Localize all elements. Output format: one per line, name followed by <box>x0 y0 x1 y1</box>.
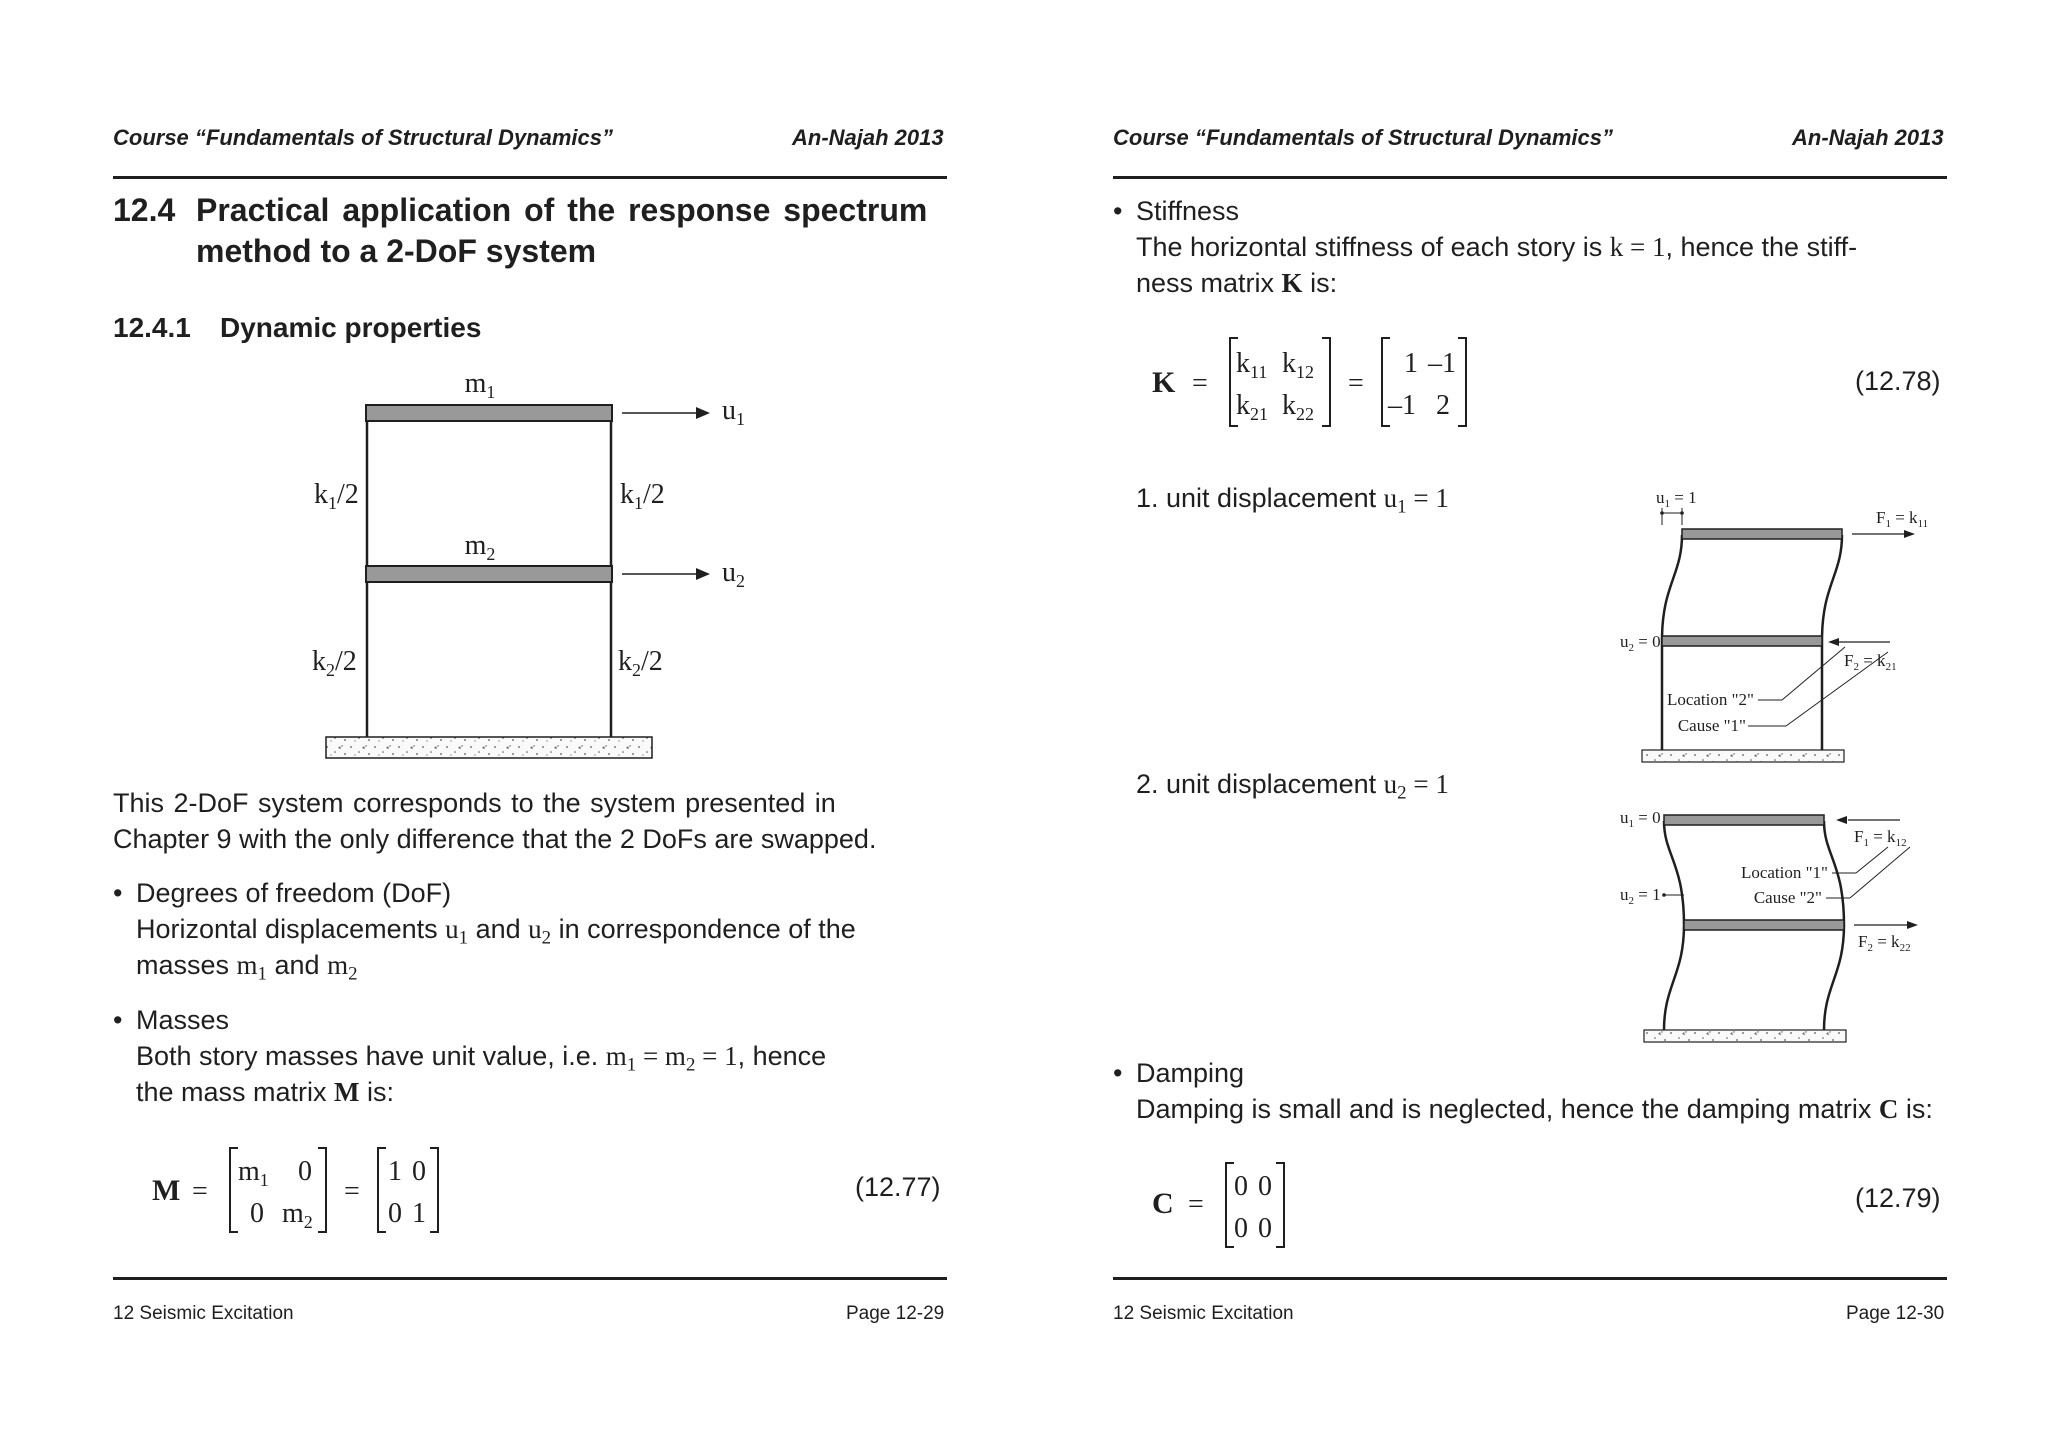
fig-label-u1: $u_1$ <box>722 395 745 429</box>
eq78-equals2: = <box>1348 368 1364 399</box>
eq77-a22: $m_2$ <box>282 1198 313 1232</box>
dof-line2: masses $m_1$ and $m_2$ <box>136 950 358 985</box>
fig2-location-label: Location "1" <box>1740 863 1828 882</box>
eq77-b22: 1 <box>412 1198 426 1229</box>
eq78-a11: $k_{11}$ <box>1236 348 1268 382</box>
unit-displacement-2: 2. unit displacement $u_2 = 1$ <box>1136 769 1449 804</box>
eq78-b21: –1 <box>1388 390 1416 421</box>
unit-displacement-1: 1. unit displacement $u_1 = 1$ <box>1136 483 1449 518</box>
bullet-dot: • <box>113 878 123 908</box>
damping-line1: Damping is small and is neglected, hence the damping matrix C is: <box>1136 1094 1933 1124</box>
eq77-a11: $m_1$ <box>238 1156 269 1190</box>
equation-12-77 <box>148 1140 468 1240</box>
eq78-lhs: K <box>1152 366 1176 399</box>
stiffness-title: Stiffness <box>1136 196 1240 226</box>
equation-number-12-79: (12.79) <box>1855 1183 1941 1213</box>
eq78-a21: $k_{21}$ <box>1236 390 1268 424</box>
fig-label-k1-left: $k_1/2$ <box>314 479 359 513</box>
eq78-b11: 1 <box>1404 348 1418 379</box>
fig-label-u2: $u_2$ <box>722 557 745 591</box>
section-title-line2: method to a 2-DoF system <box>196 233 597 269</box>
header-year: An-Najah 2013 <box>1792 125 1944 150</box>
fig2-cause-label: Cause "2" <box>1753 888 1822 907</box>
eq78-b12: –1 <box>1428 348 1456 379</box>
section-title-line1: Practical application of the response spectrum <box>196 192 928 228</box>
fig1-F1-label: $F_1 = k_{11}$ <box>1876 508 1929 530</box>
subsection-title: Dynamic properties <box>220 312 482 343</box>
fig-label-k2-right: $k_2/2$ <box>618 646 663 680</box>
bullet-dot: • <box>1113 196 1123 226</box>
damping-title: Damping <box>1136 1058 1245 1088</box>
intro-paragraph-line2: Chapter 9 with the only difference that the 2 DoFs are swapped. <box>113 824 877 854</box>
footer-chapter: 12 Seismic Excitation <box>1113 1303 1294 1324</box>
intro-paragraph-line1: This 2-DoF system corresponds to the system presented in <box>113 788 836 818</box>
fig1-F2-label: $F_2 = k_{21}$ <box>1844 651 1897 673</box>
eq78-equals: = <box>1192 368 1208 399</box>
header-rule <box>113 176 947 179</box>
footer-rule <box>113 1277 947 1280</box>
equation-number-12-78: (12.78) <box>1855 366 1941 396</box>
fig-label-m2: $m_2$ <box>464 530 496 564</box>
masses-line2: the mass matrix M is: <box>136 1077 395 1107</box>
eq79-lhs: C <box>1152 1187 1174 1220</box>
eq77-equals2: = <box>344 1176 360 1207</box>
header-course-title: Course “Fundamentals of Structural Dynamics” <box>113 125 613 150</box>
eq79-c21: 0 <box>1234 1213 1248 1244</box>
eq77-b11: 1 <box>388 1156 402 1187</box>
stiffness-line2: ness matrix K is: <box>1136 268 1338 298</box>
masses-line1: Both story masses have unit value, i.e. $m_1 = m_2 = 1$, hence <box>136 1041 827 1076</box>
stiffness-line1: The horizontal stiffness of each story is k = 1, hence the stiff- <box>1136 232 1858 262</box>
header-year: An-Najah 2013 <box>792 125 944 150</box>
eq78-a12: $k_{12}$ <box>1282 348 1314 382</box>
fig2-F1-label: $F_1 = k_{12}$ <box>1854 827 1907 849</box>
two-dof-frame-figure <box>300 365 780 765</box>
footer-page-number: Page 12-29 <box>846 1303 945 1324</box>
eq77-a21: 0 <box>250 1198 264 1229</box>
unit-displacement-1-figure <box>1620 485 1980 765</box>
fig-label-k2-left: $k_2/2$ <box>312 646 357 680</box>
fig1-location-label: Location "2" <box>1666 690 1754 709</box>
dof-line1: Horizontal displacements $u_1$ and $u_2$ in correspondence of the <box>136 914 856 949</box>
fig2-u2-label: $u_2 = 1$ <box>1620 885 1661 907</box>
eq77-a12: 0 <box>298 1156 312 1187</box>
fig2-F2-label: $F_2 = k_{22}$ <box>1858 932 1911 954</box>
eq79-c22: 0 <box>1258 1213 1272 1244</box>
bullet-dot: • <box>1113 1058 1123 1088</box>
fig1-u2-label: $u_2 = 0$ <box>1620 632 1661 654</box>
eq78-a22: $k_{22}$ <box>1282 390 1314 424</box>
fig1-u1-label: $u_1 = 1$ <box>1656 488 1697 510</box>
subsection-number: 12.4.1 <box>113 312 191 343</box>
eq79-equals: = <box>1188 1189 1204 1220</box>
equation-12-78 <box>1148 330 1488 434</box>
eq77-b12: 0 <box>412 1156 426 1187</box>
fig-label-m1: $m_1$ <box>464 368 496 402</box>
header-rule <box>1113 176 1947 179</box>
fig2-u1-label: $u_1 = 0$ <box>1620 808 1661 830</box>
eq79-c12: 0 <box>1258 1171 1272 1202</box>
eq79-c11: 0 <box>1234 1171 1248 1202</box>
masses-title: Masses <box>136 1005 230 1035</box>
fig1-cause-label: Cause "1" <box>1677 716 1746 735</box>
bullet-dot: • <box>113 1005 123 1035</box>
fig-label-k1-right: $k_1/2$ <box>620 479 665 513</box>
equation-number-12-77: (12.77) <box>855 1172 941 1202</box>
equation-12-79 <box>1148 1155 1348 1255</box>
eq77-equals: = <box>192 1176 208 1207</box>
eq77-b21: 0 <box>388 1198 402 1229</box>
eq78-b22: 2 <box>1436 390 1450 421</box>
header-course-title: Course “Fundamentals of Structural Dynamics” <box>1113 125 1613 150</box>
unit-displacement-2-figure <box>1620 805 1980 1055</box>
right-page <box>1000 0 2024 1448</box>
dof-title: Degrees of freedom (DoF) <box>136 878 452 908</box>
footer-rule <box>1113 1277 1947 1280</box>
footer-page-number: Page 12-30 <box>1846 1303 1945 1324</box>
section-number: 12.4 <box>113 192 176 228</box>
footer-chapter: 12 Seismic Excitation <box>113 1303 294 1324</box>
eq77-lhs: M <box>152 1174 181 1207</box>
